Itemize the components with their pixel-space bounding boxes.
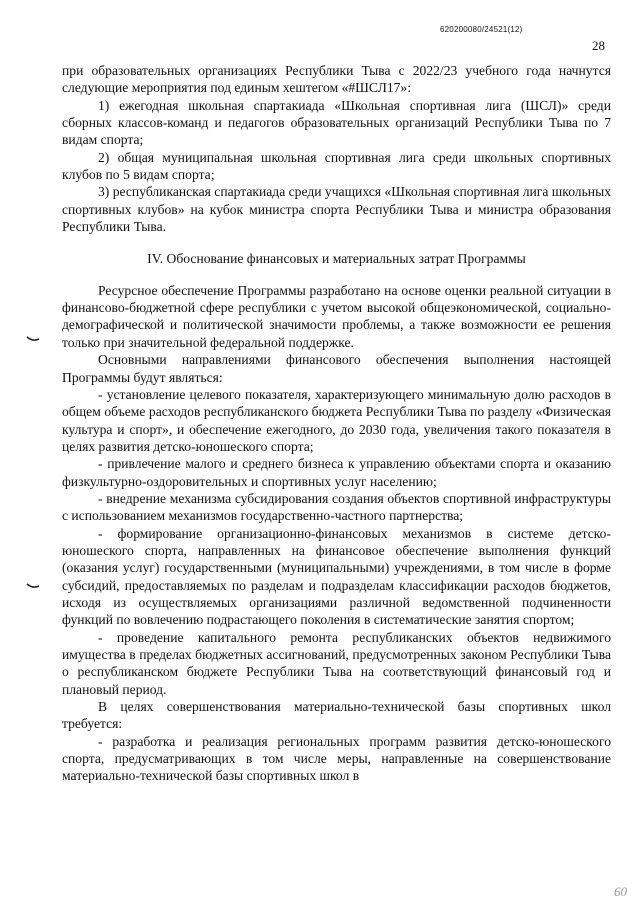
list-item: - разработка и реализация региональных программ развития детско-юношеского спорта, предусматривающих в том числе меры, направленные на совершенствование материально-технической базы спортивных школ в (62, 733, 611, 784)
paragraph: при образовательных организациях Республики Тыва с 2022/23 учебного года начнутся следующие мероприятия под единым хештегом «#ШСЛ17»: (62, 63, 611, 96)
list-item: 1) ежегодная школьная спартакиада «Школьная спортивная лига (ШСЛ)» среди сборных классов-команд и педагогов образовательных организаций Республики Тыва по 7 видам спорта; (62, 97, 611, 148)
paragraph: Основными направлениями финансового обеспечения выполнения настоящей Программы будут являться: (62, 352, 611, 385)
list-item: - проведение капитального ремонта республиканских объектов недвижимого имущества в пределах бюджетных ассигнований, предусмотренных законом Республики Тыва о республиканском бюджете Республики Тыва на соответствующий финансовый год и плановый период. (62, 629, 611, 697)
margin-mark-icon (26, 583, 40, 589)
list-item: 2) общая муниципальная школьная спортивная лига среди школьных спортивных клубов по 5 видам спорта; (62, 149, 611, 183)
document-number: 620200080/24521(12) (440, 25, 523, 34)
list-item: - установление целевого показателя, характеризующего минимальную долю расходов в общем объеме расходов республиканского бюджета Республики Тыва по разделу «Физическая культура и спорт», и обеспечение ежегодного, до 2030 года, увеличения такого показателя в целях развития детско-юношеского спорта; (62, 386, 611, 454)
list-item: 3) республиканская спартакиада среди учащихся «Школьная спортивная лига школьных спортивных клубов» на кубок министра спорта Республики Тыва и министра образования Республики Тыва. (62, 184, 611, 235)
paragraph: Ресурсное обеспечение Программы разработано на основе оценки реальной ситуации в финансово-бюджетной сфере республики с учетом высокой общеэкономической, социально-демографической и политической значимости проблемы, а также возможности ее решения только при значительной федеральной поддержке. (62, 282, 611, 350)
page-number: 28 (592, 38, 605, 53)
list-item: - привлечение малого и среднего бизнеса к управлению объектами спорта и оказанию физкультурно-оздоровительных и спортивных услуг населению; (62, 456, 611, 489)
margin-mark-icon (26, 336, 40, 342)
list-item: - внедрение механизма субсидирования создания объектов спортивной инфраструктуры с использованием механизмов государственно-частного партнерства; (62, 490, 611, 524)
paragraph: В целях совершенствования материально-технической базы спортивных школ требуется: (62, 699, 611, 732)
corner-mark: 60 (614, 884, 627, 899)
section-heading: IV. Обоснование финансовых и материальных затрат Программы (147, 251, 526, 267)
document-body (62, 62, 611, 785)
list-item: - формирование организационно-финансовых механизмов в системе детско-юношеского спорта, направленных на финансовое обеспечение выполнения функций (оказания услуг) государственными (муниципальными) учреждениями, в том числе в форме субсидий, предоставляемых по разделам и подразделам классификации расходов бюджетов, исходя из осуществляемых организациями различной ведомственной подчиненности функций по вовлечению подрастающего поколения в систематические занятия спортом; (62, 525, 611, 628)
